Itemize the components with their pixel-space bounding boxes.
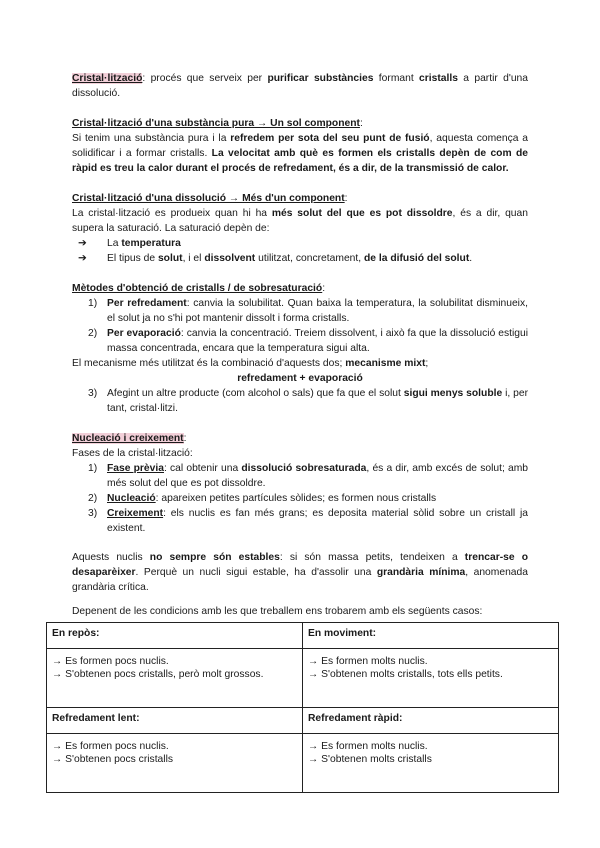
cases-intro: Depenent de les condicions amb les que treballem ens trobarem amb els següents casos: <box>72 606 483 617</box>
table-row <box>47 708 559 734</box>
list-item: 1) Per refredament: canvia la solubilitat. Quan baixa la temperatura, la solubilitat disminueix, el solut ja no s'hi pot mantenir dissolt i forma cristalls. <box>88 298 528 324</box>
term-crystallization: Cristal·lització <box>72 73 143 84</box>
section-title: Cristal·lització d'una substància pura → Un sol component <box>72 118 360 129</box>
section-pure-substance: Cristal·lització d'una substància pura → Un sol component: Si tenim una substància pura i la refredem per sota del seu punt de fusió, aquesta comença a solidificar i a formar cristalls. La velocitat amb què es formen els cristalls depèn de com de ràpid es treu la calor durant el procés de refredament, és a dir, de la transmissió de calor. <box>72 118 529 174</box>
section-title: Nucleació i creixement <box>72 433 184 444</box>
table-header-move: En moviment: <box>303 623 559 649</box>
list-item: 2) Nucleació: apareixen petites partícules sòlides; es formen nous cristalls <box>88 493 437 504</box>
document-body <box>72 71 528 595</box>
mixed-mechanism-text: El mecanisme més utilitzat és la combinació d'aquests dos; mecanisme mixt; <box>72 358 429 369</box>
section-text: La cristal·lització es produeix quan hi ha més solut del que es pot dissoldre, és a dir, quan supera la saturació. La saturació depèn de: <box>72 208 528 234</box>
table-header-slow: Refredament lent: <box>47 708 303 734</box>
list-item: 3) Creixement: els nuclis es fan més grans; es deposita material sòlid sobre un cristall ja existent. <box>88 508 528 534</box>
methods-list-cont <box>72 386 528 416</box>
section-title: Mètodes d'obtenció de cristalls / de sobresaturació <box>72 283 323 294</box>
section-title: Cristal·lització d'una dissolució → Més d'un component <box>72 193 345 204</box>
table-row <box>47 623 559 649</box>
section-methods: Mètodes d'obtenció de cristalls / de sobresaturació: 1) Per refredament: canvia la solubilitat. Quan baixa la temperatura, la solubilitat disminueix, el solut ja no s'hi pot mantenir dissolt i forma cristalls. 2) Per evaporació: canvia la concentració. Treiem dissolvent, i això fa que la dissolució estigui massa concentrada, encara que la temperatura sigui alta. El mecanisme més utilitzat és la combinació d'aquests dos; mecanisme mixt; refredament + evaporació 3) Afegint un altre producte (com alcohol o sals) que fa que el solut sigui menys soluble i, per tant, cristal·litzi. <box>72 283 528 414</box>
phases-list <box>72 461 528 536</box>
arrow-icon: ➔ <box>78 238 87 249</box>
list-item: ➔ El tipus de solut, i el dissolvent utilitzat, concretament, de la difusió del solut. <box>78 253 473 264</box>
section-text: Si tenim una substància pura i la refredem per sota del seu punt de fusió, aquesta comença a solidificar i a formar cristalls. La velocitat amb què es formen els cristalls depèn de com de ràpid es treu la calor durant el procés de refredament, és a dir, de la transmissió de calor. <box>72 133 529 174</box>
table-cell: → Es formen molts nuclis. → S'obtenen molts cristalls <box>303 734 559 793</box>
table-row <box>47 649 559 708</box>
list-item: 2) Per evaporació: canvia la concentració. Treiem dissolvent, i això fa que la dissolució estigui massa concentrada, encara que la temperatura sigui alta. <box>88 328 528 354</box>
intro-paragraph: Cristal·lització: procés que serveix per purificar substàncies formant cristalls a partir d'una dissolució. <box>72 73 529 99</box>
table-row <box>47 734 559 793</box>
cases-table <box>46 622 559 793</box>
arrow-icon: ➔ <box>78 253 87 264</box>
table-cell: → Es formen pocs nuclis. → S'obtenen pocs cristalls, però molt grossos. <box>47 649 303 708</box>
table-header-rest: En repòs: <box>47 623 303 649</box>
nuclei-stability-paragraph: Aquests nuclis no sempre són estables: si són massa petits, tendeixen a trencar-se o desaparèixer. Perquè un nucli sigui estable, ha d'assolir una grandària mínima, anomenada grandària crítica. <box>72 552 528 593</box>
section-nucleation: Nucleació i creixement: Fases de la cristal·lització: 1) Fase prèvia: cal obtenir una dissolució sobresaturada, és a dir, amb excés de solut; amb més solut del que es pot dissoldre. 2) Nucleació: apareixen petites partícules sòlides; es formen nous cristalls 3) Creixement: els nuclis es fan més grans; es deposita material sòlid sobre un cristall ja existent. Aquests nuclis no sempre són estables: si són massa petits, tendeixen a trencar-se o desaparèixer. Perquè un nucli sigui estable, ha d'assolir una grandària mínima, anomenada grandària crítica. <box>72 433 529 593</box>
saturation-factors-list <box>72 236 528 266</box>
phases-intro: Fases de la cristal·lització: <box>72 448 193 459</box>
methods-list <box>72 296 528 356</box>
list-item: ➔ La temperatura <box>78 238 181 249</box>
mixed-formula: refredament + evaporació <box>237 373 363 384</box>
table-cell: → Es formen pocs nuclis. → S'obtenen pocs cristalls <box>47 734 303 793</box>
list-item: 1) Fase prèvia: cal obtenir una dissolució sobresaturada, és a dir, amb excés de solut; amb més solut del que es pot dissoldre. <box>88 463 529 489</box>
section-solution: Cristal·lització d'una dissolució → Més d'un component: La cristal·lització es produeix quan hi ha més solut del que es pot dissoldre, és a dir, quan supera la saturació. La saturació depèn de: ➔ La temperatura ➔ El tipus de solut, i el dissolvent utilitzat, concretament, de la difusió del solut. <box>72 193 528 264</box>
list-item: 3) Afegint un altre producte (com alcohol o sals) que fa que el solut sigui menys soluble i, per tant, cristal·litzi. <box>88 388 528 414</box>
table-header-fast: Refredament ràpid: <box>303 708 559 734</box>
table-cell: → Es formen molts nuclis. → S'obtenen molts cristalls, tots ells petits. <box>303 649 559 708</box>
